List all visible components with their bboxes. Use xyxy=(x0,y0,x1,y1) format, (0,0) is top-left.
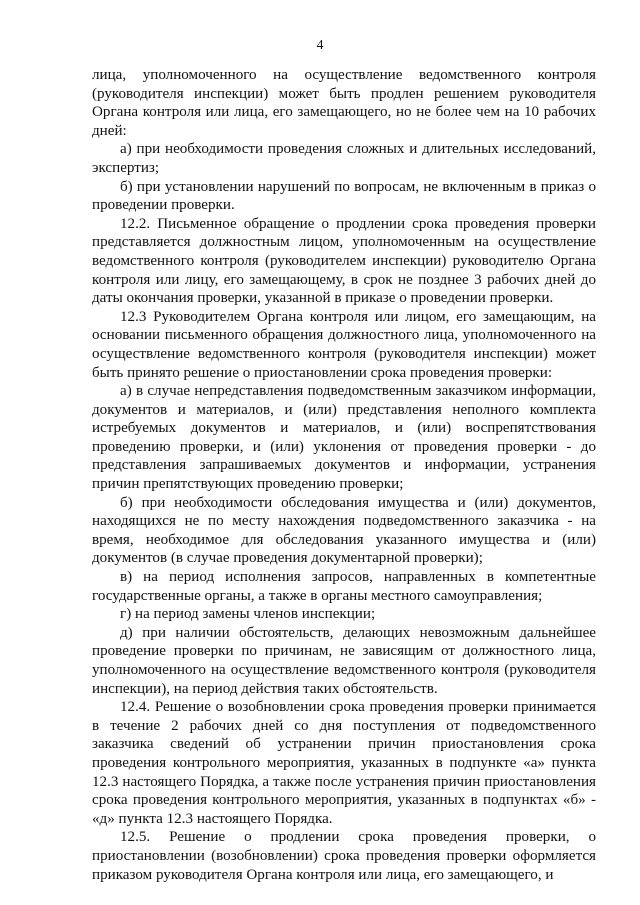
page-number: 4 xyxy=(316,38,324,53)
paragraph-12-3-g: г) на период замены членов инспекции; xyxy=(120,606,376,623)
paragraph-subitem-a: а) при необходимости проведения сложных и длительных исследований, экспертиз; xyxy=(92,141,596,176)
paragraph-12-3-b: б) при необходимости обследования имущества и (или) документов, находящихся не по месту нахождения подведомственного заказчика - на время, необходимое для обследования указанного имущества и (или) документов (в случае проведения документарной проверки); xyxy=(92,494,596,567)
paragraph-12-3-a: а) в случае непредставления подведомственным заказчиком информации, документов и материалов, и (или) представления неполного комплекта истребуемых документов и материалов, и (или) воспрепятствования проведению проверки, и (или) уклонения от проведения проверки - до представления запрашиваемых документов и информации, устранения причин препятствующих проведению проверки; xyxy=(92,383,596,493)
document-body xyxy=(92,66,596,884)
paragraph-12-3-d: д) при наличии обстоятельств, делающих невозможным дальнейшее проведение проверки по причинам, не зависящим от должностного лица, уполномоченного на осуществление ведомственного контроля (руководителя инспекции), на период действия таких обстоятельств. xyxy=(92,624,596,697)
paragraph-12-4: 12.4. Решение о возобновлении срока проведения проверки принимается в течение 2 рабочих дней со дня поступления от подведомственного заказчика сведений об устранении причин приостановления срока проведения контрольного мероприятия, указанных в подпункте «а» пункта 12.3 настоящего Порядка, а также после устранения причин приостановления срока проведения контрольного мероприятия, указанных в подпунктах «б» - «д» пункта 12.3 настоящего Порядка. xyxy=(92,699,596,827)
paragraph-12-3-v: в) на период исполнения запросов, направленных в компетентные государственные органы, а также в органы местного самоуправления; xyxy=(92,569,596,604)
paragraph-subitem-b: б) при установлении нарушений по вопросам, не включенным в приказ о проведении проверки. xyxy=(92,178,596,214)
paragraph-12-3: 12.3 Руководителем Органа контроля или лицом, его замещающим, на основании письменного обращения должностного лица, уполномоченного на осуществление ведомственного контроля (руководителя инспекции) может быть принято решение о приостановлении срока проведения проверки: xyxy=(92,308,596,381)
paragraph-12-5: 12.5. Решение о продлении срока проведения проверки, о приостановлении (возобновлении) срока проведения проверки оформляется приказом руководителя Органа контроля или лица, его замещающего, и xyxy=(92,829,596,883)
paragraph-12-2: 12.2. Письменное обращение о продлении срока проведения проверки представляется должностным лицом, уполномоченным на осуществление ведомственного контроля (руководителем инспекции) руководителю Органа контроля или лицу, его замещающему, в срок не позднее 3 рабочих дней до даты окончания проверки, указанной в приказе о проведении проверки. xyxy=(92,215,596,307)
paragraph-continuation: лица, уполномоченного на осуществление ведомственного контроля (руководителя инспекции) может быть продлен решением руководителя Органа контроля или лица, его замещающего, но не более чем на 10 рабочих дней: xyxy=(92,67,596,139)
